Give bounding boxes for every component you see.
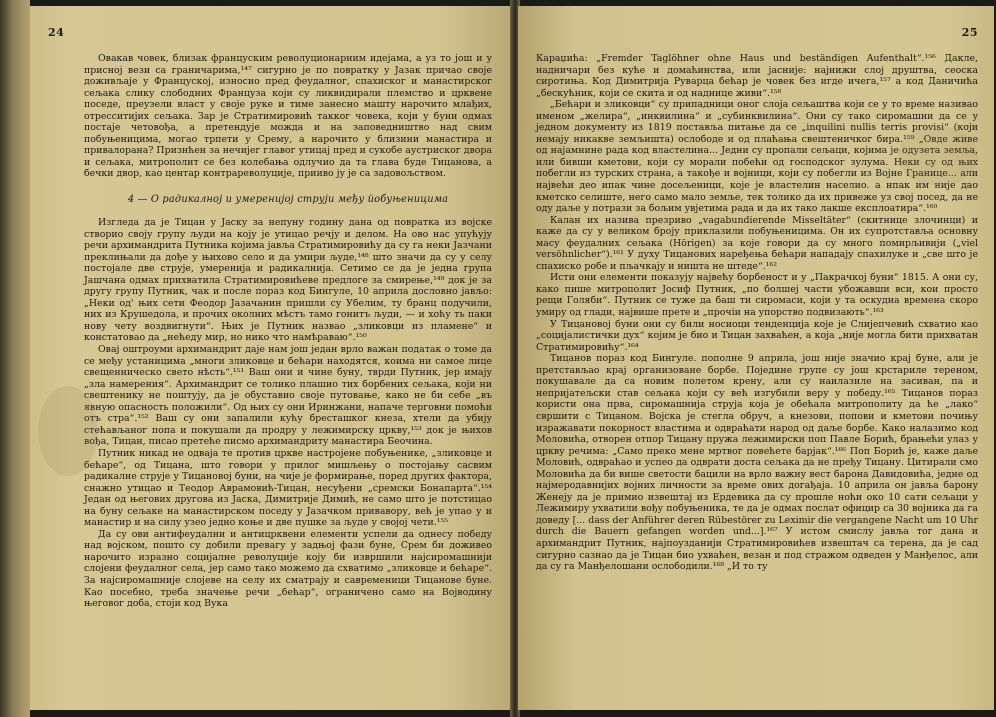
paragraph: Караџића: „Fremder Taglöhner ohne Haus und beständigen Aufenthalt“.¹⁵⁶ Дакле, надничари без куће и домаћинства, или јасније: најнижи слој друштва, сеоска сиротиња. Код Димитрија Руварца бећар је човек без игде ичега,¹⁵⁷ а код Даничића „бескућник, који се скита и од наднице живи“.¹⁵⁸ <box>536 53 978 99</box>
paragraph: Тицанов пораз код Бингуле. пополне 9 априла, још није значио крај буне, али је претстављао крај организоване борбе. Поједине групе су још крстариле тереном, покушавале да са новим полетом крену, али су наилазиле на засиван, па и непријатељски став сељака који су већ изгубили веру у победу.¹⁶⁵ Тицанов пораз користи она прва, сиромашнијa струја која је обећала митрополиту да ће „лако“ свршити с Тицаном. Војска је стегла обруч, а кнезови, попови и кметови почињу изражавати покорност властима и одвраћати народ од даље борбе. Како налазимо код Моловића, отворен отпор Тицану пружа лежимирски поп Павле Борић, брањећи улаз у цркву речима: „Само преко мене мртвог повећете барјак“.¹⁶⁶ Поп Борић је, каже даље Моловић, одвраћао и успео да одврати доста сељака да не пређу Тицану. Цитирали смо Моловића да би више светости бацили на врло важну вест барона Давидовића, једне од најмерoдавнијих војних личности за време ових догађаја. 10 априла он јавља барону Женеју да је примио извештај из Ердевика да су прошле ноћи око 10 сати сељаци у Лежимиру ухватили вођу побуњеника, те да је одмах послат официр са 30 војника да га доведу [... dass der Anführer deren Rübestörer zu Leximir die vergangene Nacht um 10 Uhr durch die Bauern gefangen worden und...].¹⁶⁷ У истом смислу јавља тог дана и архимандрит Путник, најпоузданији Стратимировићев извештач са терена, да је сад сигурно сазнао да је Тицан био ухваћен, везан и под стражом одведен у Манђелос, али да су га Манђелошани ослободили.¹⁶⁸ „И то ту <box>536 353 978 573</box>
paragraph: Калан их назива презриво „vagabundierende Misseltäter“ (скитнице злочинци) и каже да су у великом броју приклазили побуњеницима. Он их супротставља основну масу феудалних сељака (Hörigen) за које говори да су много помирљивији („viel versöhnlicher“).¹⁶¹ У духу Тицанових нарeђења бећари нападају спахилуке и „све што је спахиско робе и пљачкају и ништа не штеде“.¹⁶² <box>536 214 978 272</box>
paragraph: У Тицановој буни они су били носиоци тенденција које је Слијепчевић схватио као „социјалистички дух“ којим је био и Тицан захваћен, а која „није могла бити прихватан Стратимировићу“.¹⁶⁴ <box>536 318 978 353</box>
paragraph: Изгледа да је Тицан у Јаску за непуну годину дана од повратка из војске створио своју групу људи на коју је утицао речју и делом. На ово нас упућују речи архимандрита Путника којима јавља Стратимировићу да су га неки Јазчани преклињали да дође у њихово село и да умири људе,¹⁴⁸ што значи да су у селу постојале две струје, умеренија и радикалнија. Сетимо се да је једна група Јашчана одмах прихватила Стратимировићеве предлоге за смирење,¹⁴⁹ док је за другу групу Путник, чак и после пораз код Бингуле, 10 априла дословно јављо: „Неки од' њих сети Феодор Јазачанин пришли су Убелим, ту бранц подучили, них из Крушедола, и прочих околних мѣстъ тамо гонитъ људи, — и хоћу ть паки нову чету воздвигнути“. Њих је Путник назвао „зликовци из пламене“ и констатовао да „нећеду мир, но нико что намѣраваю“.¹⁵⁰ <box>84 217 492 344</box>
paragraph: Овакав човек, близак француским револуционарним идејама, а уз то још и у присној вези са граничарима,¹⁴⁷ сигурно је по повратку у Јазак причао своје доживљаје у Француској, износио пред феудалног, спахиског и манастирског сељака слику слободних Француза који су ликвидирали племство и црквене поседе, преузели власт у своје руке и тиме занесно маштy нарочито млађих, отресситијих сељака. Зар је Стратимировић такког човека, који у буни одмах постаје четовођа, а претендује можда и на заповедништво над свим побуњеницима, могао трпети у Срему, а нарочито у близини манастира и привалорана? Признћен за нечијег главог утицај пред и сукобе аустриског двора и сељака, митрополит се без колебања одлучио да та глава буде Тицанова, а бечки двор, као центар контрареволуције, прииво ју је са задовољством. <box>84 53 492 180</box>
section-heading: 4 — О радикалној и умеренијој струји међу йобуњеницима <box>127 194 449 206</box>
left-page-body <box>84 53 492 610</box>
paragraph: „Бећари и зликовци“ су припадници оног слоја сељаштва који се у то време називао именом „желира“, „инквилина“ и „субинквилина“. Они су тако сиромашни да се у једном документу из 1819 постављa питање да се „inquilini nullis terris provisi“ (који немају никакве земљишта) ослободе и од плаћања свештеничког бира.¹⁵⁹ „Овде живе од најамнине рада код властелина... Једни су пропали сељаци, којима је одузета земља, или бивши кметови, који су морали побећи од господског зулума. Неки су од њих побегли из турских страна, а такође и војници, који су побегли из Војне Границе... али највећи део ипак чине досељеници, које је властелин населио. а нпак им није дао кметско селиште, него само мало земље, тек толико да их привеже уз свој посед, да не оду даље у потрази за бољим увјетима рада и да их тако лакше експлоатира“.¹⁶⁰ <box>536 99 978 215</box>
right-page <box>518 6 994 710</box>
paragraph: Исти они елементи показују највећу борбеност и у „Пакрачкој буни“ 1815. А они су, како пише митрополит Јосиф Путник, „по болшеј части убожавши вси, кои просто рещи Голяби“. Путник се туже да баш ти сиромаси, који у та оскудна времена скоро умиру од глади, највише прете и „прочiи на упорство подвизають“.¹⁶³ <box>536 272 978 319</box>
right-page-body <box>536 53 978 573</box>
paragraph: Путник никад не одваја те против црквe настројене побуњенике, „зликовце и бећаре“, од Тицана, што говори у прилог мишљењу о постојању сасвим радикалне струје у Тицановој буни, на чије је формирање, поред других фактора, снажно утицао и Теодор Аврамовић-Тицан, несуђени „сремски Бонапарта“.¹⁵⁴ Један од његових другова из Јаска, Димитрије Димић, не само што је потстицао на буну сељаке на манастирском поседу у Јазачком привавору, већ је упао у и манастир и на силу узео једно коње и две пушке за људе у својој чети.¹⁵⁵ <box>84 447 492 529</box>
book-edge <box>0 0 30 717</box>
paragraph: Овај оштроуми архимандрит даје нам још један врло важан податак о томе да се међу устаницима „многи зликовце и бећари находятся, коима ни самое лице свещенническо свето нѣсть“.¹⁵¹ Ваш они и чине буну, тврди Путник, јер имају „зла намерения“. Архимандрит се толико плашио тих борбених сељака, који ни свештенику не поштују, да је обуставио своје путовање, како не би себе „въ явную опасность положили“. Од њих су они Иринжани, напаче терговни помоћи отъ стра“.¹⁵² Ваш су они запалили кућу бресташког кнеза, хтели да убију стећављаног попа и покушали да продру у лежимирску цркву,¹⁵³ док је њихов вођа, Тицан, писао претеће писмо архимандриту манастира Беочина. <box>84 344 492 448</box>
page-number-left: 24 <box>48 26 65 39</box>
paragraph: Да су ови антифеудални и антицрквени елементи успели да однесу победу над војском, пошто су добили превагу у задњој фази буне, Срем би доживео нарочито изрaзно социјалне револуције коју би извршили најсиромашнији слојени феудалног села, јер само тако можемо да схватимо „зликовце и бећаре“. За најсиромашније слојеве на селу их сматрају и савременици Тицанове буне. Кao посебно, треба значење речи „бећар“, ограничено само на Војводину његовог доба, стоји код Вука <box>84 528 492 610</box>
page-number-right: 25 <box>961 26 978 39</box>
left-page <box>30 6 512 710</box>
